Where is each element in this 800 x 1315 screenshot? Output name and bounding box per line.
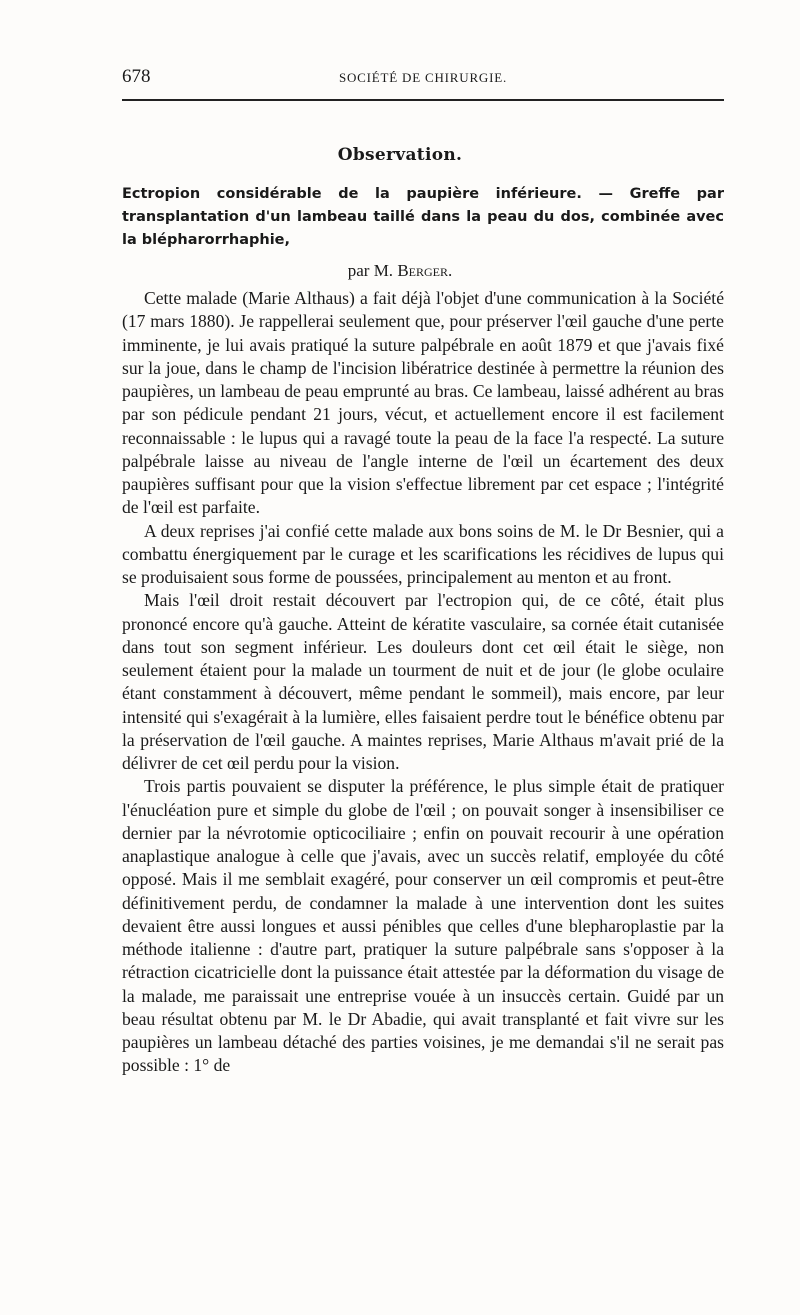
running-head [122,66,724,90]
observation-title: Ectropion considérable de la paupière inférieure. — Greffe par transplantation d'un lambeau taillé dans la peau du dos, combinée avec la blépharorrhaphie, [122,186,724,248]
paragraph: A deux reprises j'ai confié cette malade aux bons soins de M. le Dr Besnier, qui a combattu énergiquement par le curage et les scarifications les récidives de lupus qui se produisaient sous forme de poussées, principalement au menton et au front. [122,520,724,587]
journal-title: SOCIÉTÉ DE CHIRURGIE. [338,70,508,85]
paragraph: Cette malade (Marie Althaus) a fait déjà l'objet d'une communication à la Société (17 mars 1880). Je rappellerai seulement que, pour préserver l'œil gauche d'une perte imminente, je lui avais pratiqué la suture palpébrale en août 1879 et que j'avais fixé sur la joue, dans le champ de l'incision libératrice destinée à permettre la réunion des paupières, un lambeau de peau emprunté au bras. Ce lambeau, laissé adhérent au bras par son pédicule pendant 21 jours, vécut, et actuellement encore il est facilement reconnaissable : le lupus qui a ravagé toute la peau de la face l'a respecté. La suture palpébrale laisse au niveau de l'angle interne de l'œil un écartement des deux paupières suffisant pour que la vision s'effectue librement par cet espace ; l'intégrité de l'œil est parfaite. [122,288,724,518]
page-number: 678 [122,66,151,87]
body-text [122,287,724,1078]
author-name: Berger. [397,261,453,280]
author-line [0,261,800,281]
section-heading: Observation. [337,145,463,165]
paragraph: Trois partis pouvaient se disputer la préférence, le plus simple était de pratiquer l'énucléation pure et simple du globe de l'œil ; on pouvait songer à insensibiliser ce dernier par la névrotomie opticociliaire ; enfin on pouvait recourir à une opération anaplastique analogue à celle que j'avais, avec un succès relatif, employée du côté opposé. Mais il me semblait exagéré, pour conserver un œil compromis et peut-être définitivement perdu, de condamner la malade à une intervention dont les suites devaient être aussi longues et aussi pénibles que celles d'une blepharoplastie par la méthode italienne : d'autre part, pratiquer la suture palpébrale sans s'opposer à la rétraction cicatricielle dont la puissance était attestée par la déformation du visage de la malade, me paraissait une entreprise vouée à un insuccès certain. Guidé par un beau résultat obtenu par M. le Dr Abadie, qui avait transplanté et fait vivre sur les paupières un lambeau détaché des parties voisines, je me demandai s'il ne serait pas possible : 1° de [122,776,724,1076]
paragraph: Mais l'œil droit restait découvert par l'ectropion qui, de ce côté, était plus prononcé encore qu'à gauche. Atteint de kératite vasculaire, sa cornée était cutanisée dans tout son segment inférieur. Les douleurs dont cet œil était le siège, non seulement étaient pour la malade un tourment de nuit et de jour (le globe oculaire étant constamment à découvert, même pendant le sommeil), mais encore, par leur intensité qui s'exagérait à la lumière, elles faisaient perdre tout le bénéfice obtenu par la préservation de l'œil gauche. A maintes reprises, Marie Althaus m'avait prié de la délivrer de cet œil perdu pour la vision. [122,590,724,773]
author-prefix: par M. [347,261,394,280]
header-rule [122,99,724,101]
